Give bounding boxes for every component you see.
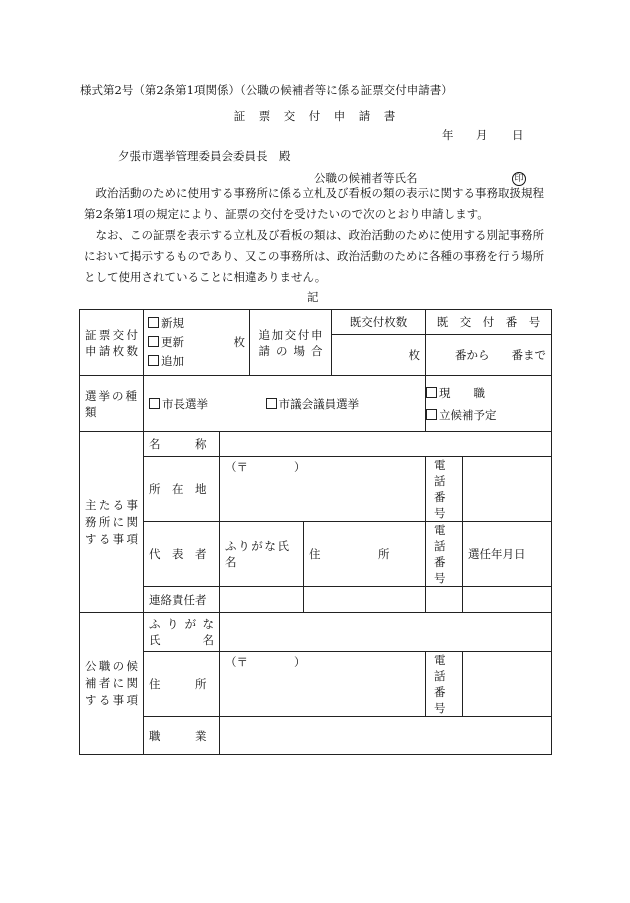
candidate-name-field[interactable]	[220, 613, 552, 652]
representative-label: 代 表 者	[144, 522, 220, 587]
date-day: 日	[512, 128, 524, 142]
election-type-label: 選挙の種類	[80, 376, 144, 432]
option-current[interactable]: 現 職	[426, 382, 546, 404]
office-name-field[interactable]	[220, 432, 552, 457]
application-table	[79, 309, 552, 755]
applicant-label: 公職の候補者等氏名	[314, 171, 418, 185]
location-label: 所 在 地	[144, 457, 220, 522]
paragraph-1: 政治活動のために使用する事務所に係る立札及び看板の類の表示に関する事務取扱規程第2条第1項の規定により、証票の交付を受けたいので次のとおり申請します。	[84, 186, 544, 221]
application-count-label: 証票交付申請枚数	[80, 310, 144, 376]
application-options	[144, 310, 250, 376]
checkbox-icon	[148, 317, 159, 328]
checkbox-icon	[266, 398, 277, 409]
checkbox-icon	[148, 355, 159, 366]
office-phone-label: 電話番号	[426, 457, 463, 522]
contact-date-field[interactable]	[463, 587, 552, 613]
representative-name-label: ふりがな氏名	[220, 522, 304, 587]
address-label: 住 所	[304, 522, 426, 587]
issued-number-range[interactable]: 番から 番まで	[426, 335, 552, 376]
page-title: 証 票 交 付 申 請 書	[233, 109, 397, 123]
checkbox-icon	[426, 409, 437, 420]
option-renew[interactable]: 更新 枚	[148, 333, 245, 352]
option-council[interactable]: 市議会議員選挙	[266, 397, 360, 411]
issued-count-label: 既交付枚数	[332, 310, 426, 335]
issued-count-value[interactable]: 枚	[332, 335, 426, 376]
candidate-phone-label: 電話番号	[426, 652, 463, 717]
candidate-phone-field[interactable]	[463, 652, 552, 717]
option-candidate[interactable]: 立候補予定	[426, 404, 546, 426]
appointed-date-label: 選任年月日	[463, 522, 552, 587]
option-add[interactable]: 追加	[148, 352, 245, 371]
office-section-label: 主たる事務所に関する事項	[80, 432, 144, 613]
candidate-name-label: ふりがな 氏 名	[144, 613, 220, 652]
checkbox-icon	[426, 387, 437, 398]
date-month: 月	[476, 128, 488, 142]
contact-label: 連絡責任者	[144, 587, 220, 613]
election-options	[144, 376, 426, 432]
additional-label: 追加交付申請の場合	[250, 310, 332, 376]
checkbox-icon	[148, 336, 159, 347]
candidate-address-label: 住 所	[144, 652, 220, 717]
status-options	[426, 376, 552, 432]
occupation-field[interactable]	[220, 717, 552, 755]
contact-address-field[interactable]	[304, 587, 426, 613]
option-mayor[interactable]: 市長選挙	[149, 397, 208, 411]
seal-icon: 印	[512, 170, 526, 186]
issued-number-label: 既 交 付 番 号	[426, 310, 552, 335]
option-new[interactable]: 新規	[148, 314, 245, 333]
candidate-section-label: 公職の候補者に関する事項	[80, 613, 144, 755]
office-location-field[interactable]: （〒 ）	[220, 457, 426, 522]
date-year: 年	[442, 128, 454, 142]
occupation-label: 職 業	[144, 717, 220, 755]
contact-name-field[interactable]	[220, 587, 304, 613]
name-label: 名 称	[144, 432, 220, 457]
paragraph-2: なお、この証票を表示する立札及び看板の類は、政治活動のために使用する別記事務所において掲示するものであり、又この事務所は、政治活動のために各種の事務を行う場所として使用されていることに相違ありません。	[84, 228, 544, 284]
office-phone-field[interactable]	[463, 457, 552, 522]
ki-marker: 記	[307, 290, 319, 304]
candidate-address-field[interactable]: （〒 ）	[220, 652, 426, 717]
contact-phone-field[interactable]	[426, 587, 463, 613]
addressee: 夕張市選挙管理委員会委員長 殿	[118, 149, 291, 163]
checkbox-icon	[149, 398, 160, 409]
rep-phone-label: 電話番号	[426, 522, 463, 587]
form-number: 様式第2号（第2条第1項関係）（公職の候補者等に係る証票交付申請書）	[80, 83, 453, 97]
